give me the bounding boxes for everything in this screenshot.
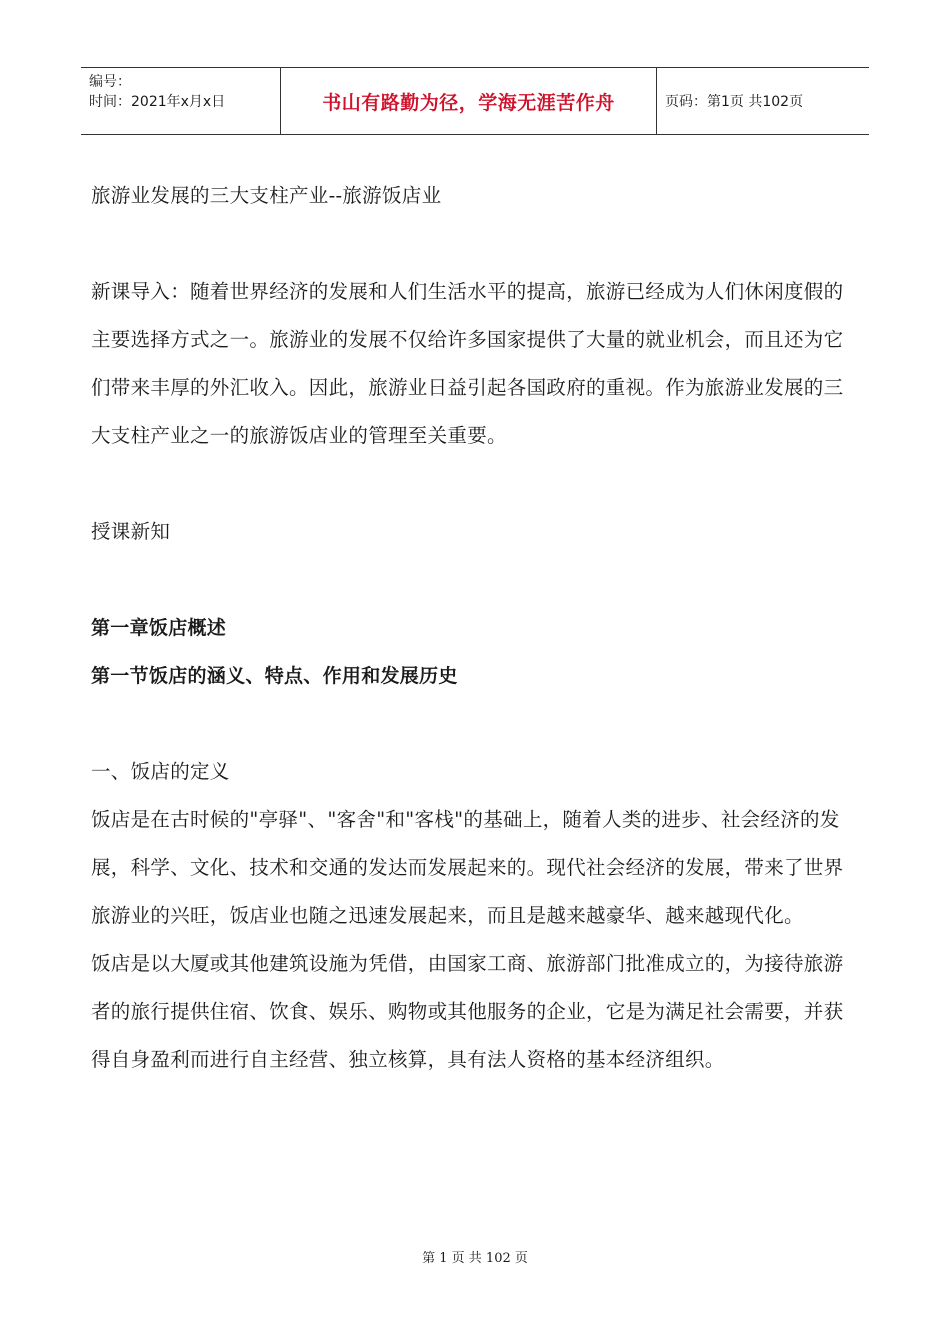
doc-title: 旅游业发展的三大支柱产业--旅游饭店业	[91, 184, 442, 207]
chapter-heading: 第一章饭店概述	[91, 617, 227, 639]
header-motto: 书山有路勤为径，学海无涯苦作舟	[281, 68, 657, 134]
page-header	[81, 67, 869, 135]
header-page-info: 页码：第1页 共102页	[665, 94, 804, 110]
section-heading: 第一节饭店的涵义、特点、作用和发展历史	[91, 665, 458, 687]
number-label: 编号：	[89, 74, 131, 90]
header-meta	[81, 68, 281, 134]
sub-heading: 一、饭店的定义	[91, 760, 230, 783]
intro-paragraph: 新课导入：随着世界经济的发展和人们生活水平的提高，旅游已经成为人们休闲度假的主要选择方式之一。旅游业的发展不仅给许多国家提供了大量的就业机会，而且还为它们带来丰厚的外汇收入。因此，旅游业日益引起各国政府的重视。作为旅游业发展的三大支柱产业之一的旅游饭店业的管理至关重要。	[91, 280, 844, 447]
document-body	[91, 172, 861, 1084]
page-footer: 第 1 页 共 102 页	[422, 1251, 528, 1266]
time-label: 时间：2021年x月x日	[89, 94, 226, 110]
definition-paragraph-2: 饭店是以大厦或其他建筑设施为凭借，由国家工商、旅游部门批准成立的，为接待旅游者的旅行提供住宿、饮食、娱乐、购物或其他服务的企业，它是为满足社会需要，并获得自身盈利而进行自主经营、独立核算，具有法人资格的基本经济组织。	[91, 952, 844, 1071]
definition-paragraph-1: 饭店是在古时候的"亭驿"、"客舍"和"客栈"的基础上，随着人类的进步、社会经济的发展，科学、文化、技术和交通的发达而发展起来的。现代社会经济的发展，带来了世界旅游业的兴旺，饭店业也随之迅速发展起来，而且是越来越豪华、越来越现代化。	[91, 808, 844, 927]
section-label: 授课新知	[91, 520, 171, 543]
